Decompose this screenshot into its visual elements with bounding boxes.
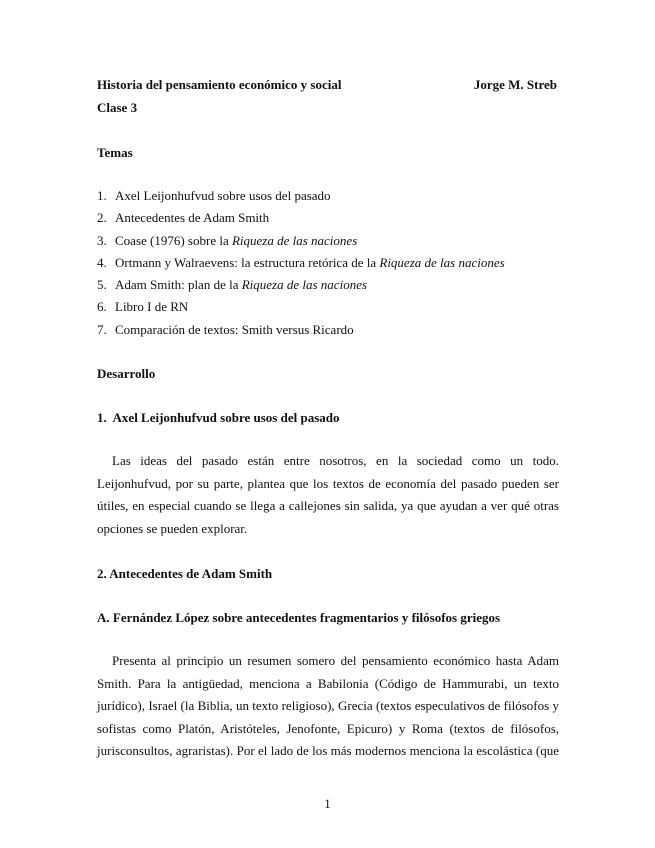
section-1-paragraph: Las ideas del pasado están entre nosotros, en la sociedad como un todo. Leijonhufvud, por su parte, plantea que los textos de economía del pasado pueden ser útiles, en especial cuando se llega a callejones sin salida, ya que ayudan a ver qué otras opciones se pueden explorar.	[97, 453, 559, 536]
page-number: 1	[324, 796, 331, 811]
temas-heading: Temas	[97, 145, 133, 160]
class-label: Clase 3	[97, 100, 138, 115]
section-2a-subheading: A. Fernández López sobre antecedentes fragmentarios y filósofos griegos	[97, 610, 501, 625]
section-2a-paragraph: Presenta al principio un resumen somero del pensamiento económico hasta Adam Smith. Para la antigüedad, menciona a Babilonia (Código de Hammurabi, un texto jurídico), Israel (la Biblia, un texto religioso), Grecia (textos especulativos de filósofos y sofistas como Platón, Aristóteles, Jenofonte, Epicuro) y Roma (textos de filósofos, jurisconsultos, agraristas). Por el lado de los más modernos menciona la escolástica (que	[97, 653, 559, 758]
author-name: Jorge M. Streb	[473, 77, 557, 92]
topic-item: 1. Axel Leijonhufvud sobre usos del pasado	[97, 188, 331, 203]
topic-item: 3. Coase (1976) sobre la Riqueza de las naciones	[97, 232, 358, 248]
section-1-heading: 1. Axel Leijonhufvud sobre usos del pasado	[97, 410, 340, 425]
topics-list	[97, 188, 505, 344]
desarrollo-heading: Desarrollo	[97, 366, 156, 381]
course-title: Historia del pensamiento económico y social	[97, 77, 342, 92]
section-2-heading: 2. Antecedentes de Adam Smith	[97, 566, 273, 581]
topic-item: 5. Adam Smith: plan de la Riqueza de las naciones	[97, 277, 368, 293]
topic-item: 2. Antecedentes de Adam Smith	[97, 210, 270, 226]
document-header	[97, 77, 557, 93]
topic-item: 7. Comparación de textos: Smith versus Ricardo	[97, 321, 354, 337]
topic-item: 4. Ortmann y Walraevens: la estructura retórica de la Riqueza de las naciones	[97, 254, 505, 270]
topic-item: 6. Libro I de RN	[97, 299, 189, 315]
